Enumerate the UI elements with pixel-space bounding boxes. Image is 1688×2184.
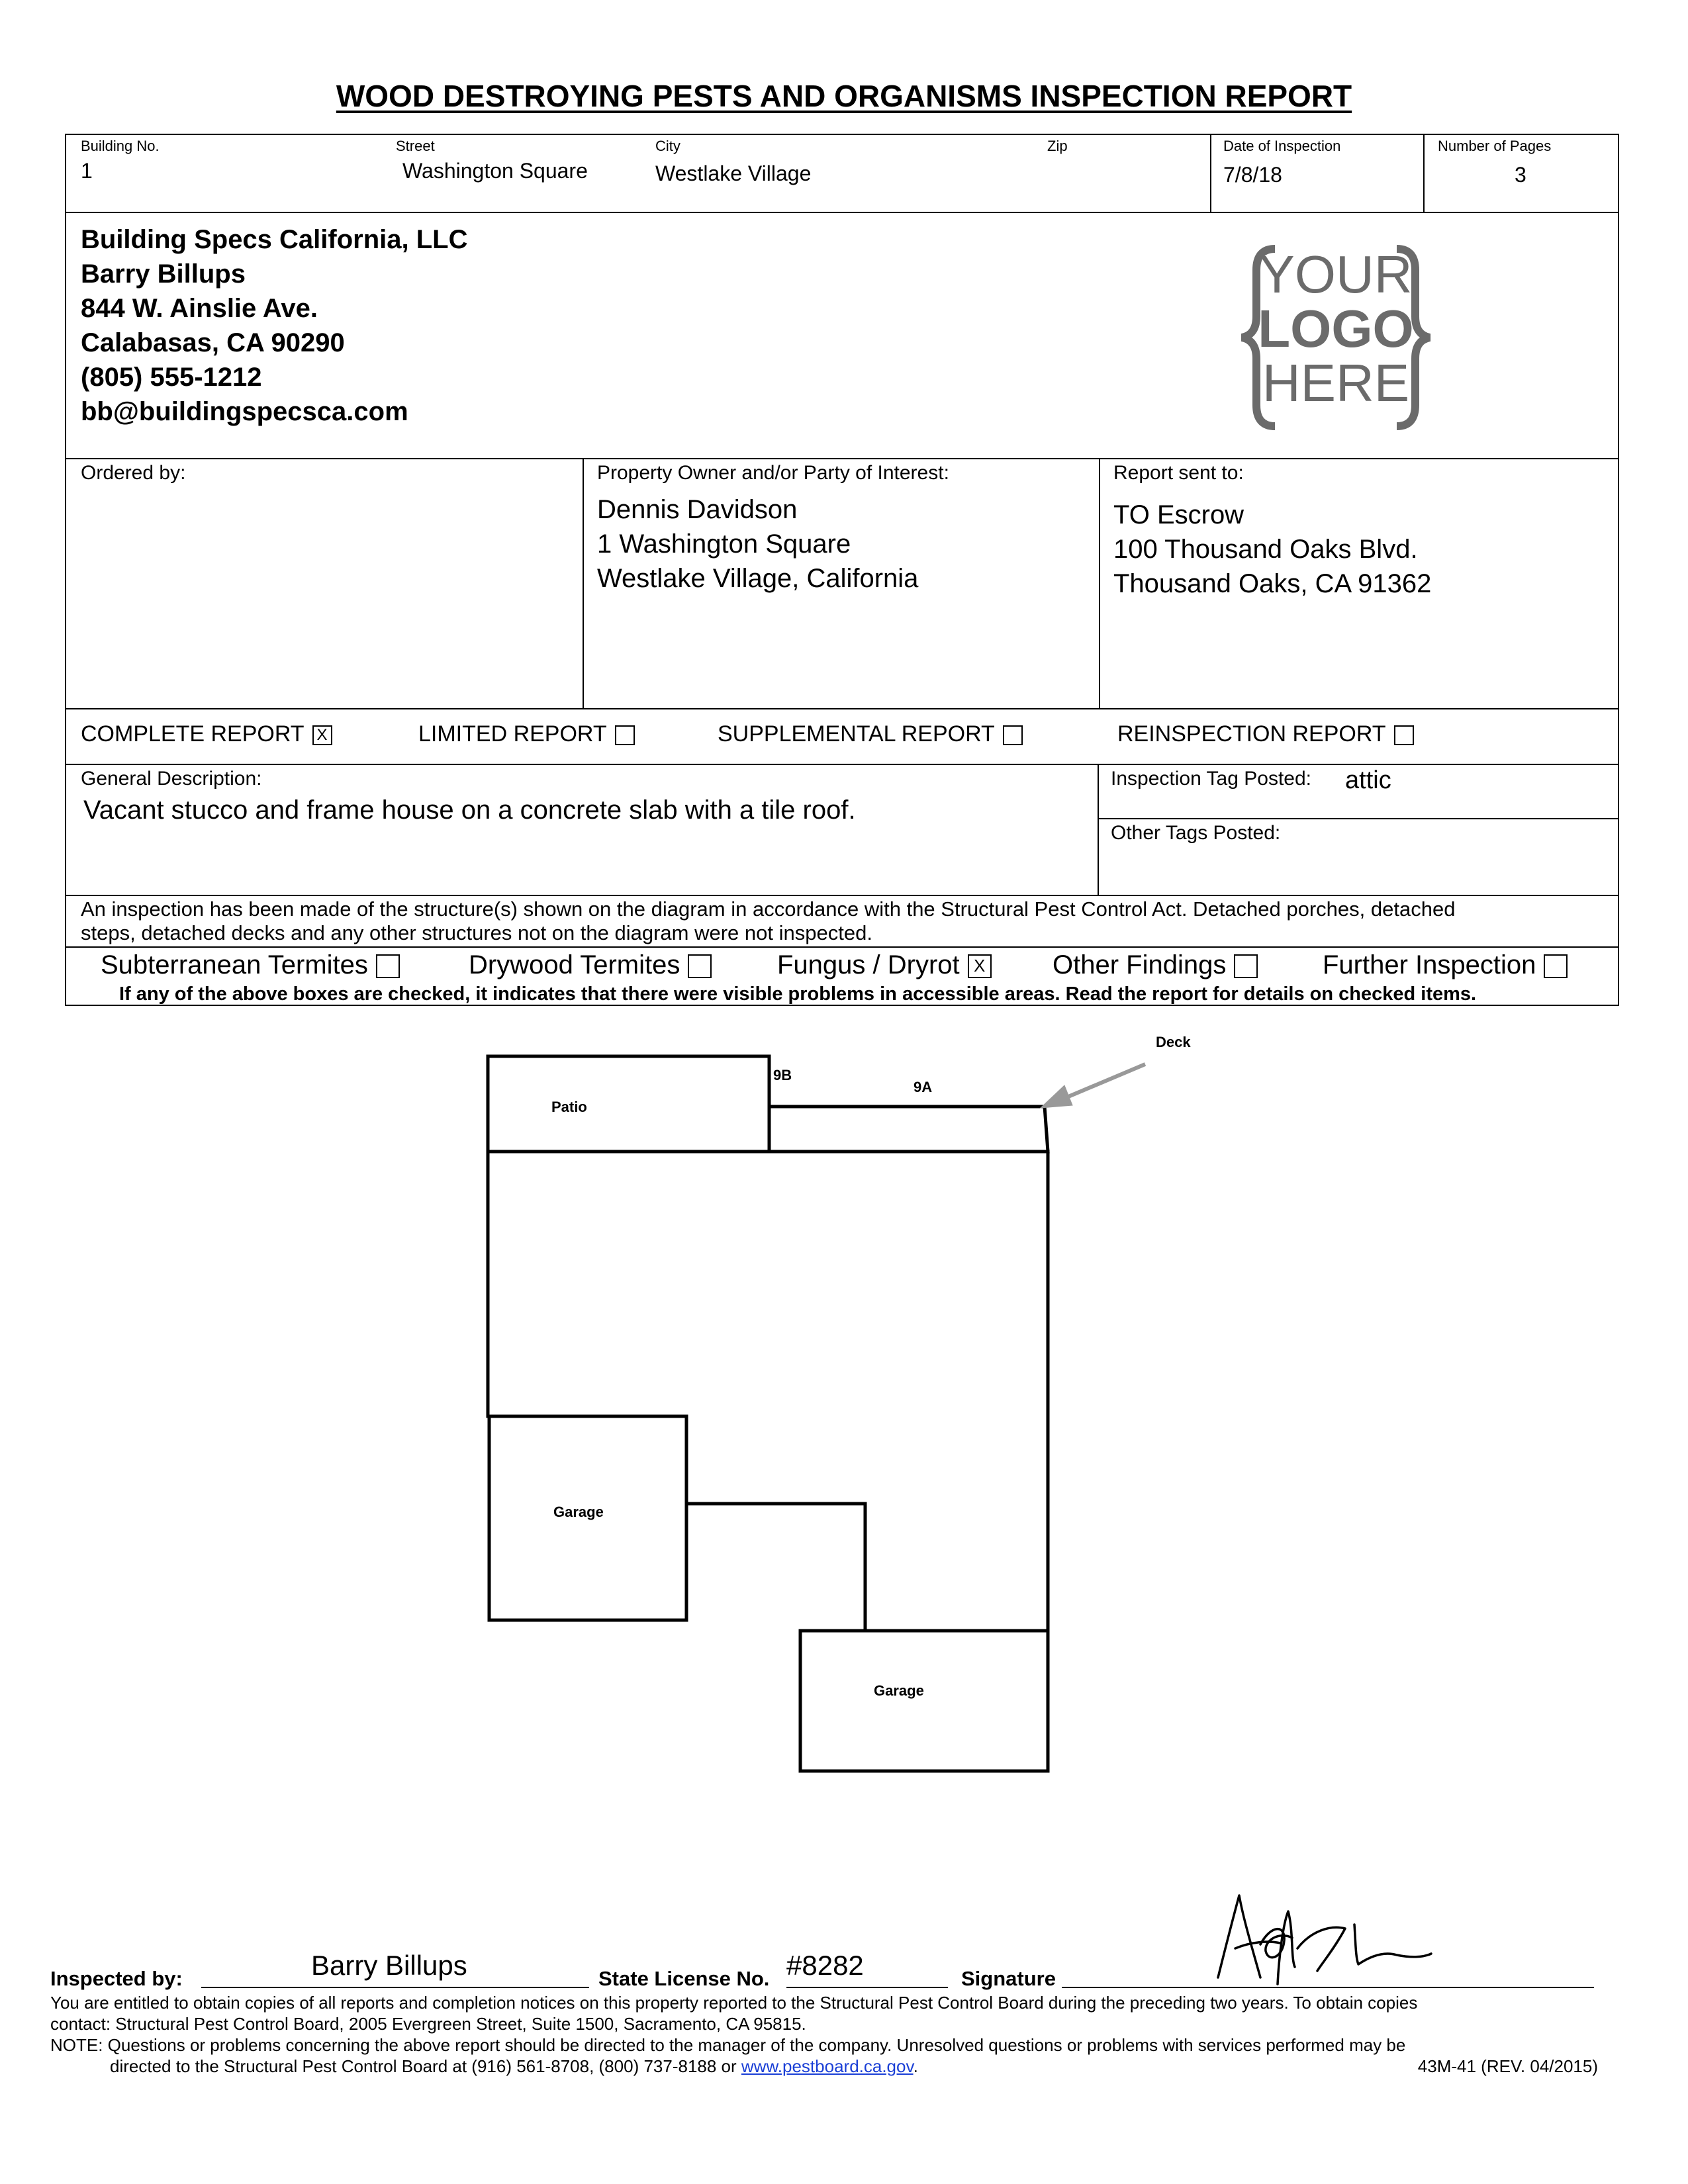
statement-line2: steps, detached decks and any other structures not on the diagram were not inspected. bbox=[81, 921, 872, 944]
owner-label: Property Owner and/or Party of Interest: bbox=[597, 462, 949, 484]
company-name: Building Specs California, LLC bbox=[81, 225, 468, 254]
footer-line3: NOTE: Questions or problems concerning the above report should be directed to the manager of the company. Unresolved questions or problems with services performed may be bbox=[50, 2035, 1406, 2055]
pages-label: Number of Pages bbox=[1438, 138, 1552, 154]
sent-to-name: TO Escrow bbox=[1113, 500, 1244, 529]
general-description-label: General Description: bbox=[81, 768, 262, 790]
footer-line1: You are entitled to obtain copies of all reports and completion notices on this property reported to the Structural Pest Control Board during the preceding two years. To obtain copies bbox=[50, 1993, 1418, 2013]
finding-drywood-label: Drywood Termites bbox=[469, 950, 680, 979]
finding-other-label: Other Findings bbox=[1053, 950, 1227, 979]
form-number: 43M-41 (REV. 04/2015) bbox=[1417, 2056, 1598, 2076]
license-value: #8282 bbox=[786, 1950, 864, 1981]
company-address2: Calabasas, CA 90290 bbox=[81, 328, 345, 357]
owner-city: Westlake Village, California bbox=[597, 564, 919, 593]
pestboard-link[interactable]: www.pestboard.ca.gov bbox=[741, 2056, 914, 2076]
report-type-complete-label: COMPLETE REPORT bbox=[81, 721, 305, 747]
deck-label: Deck bbox=[1156, 1034, 1191, 1050]
owner-name: Dennis Davidson bbox=[597, 495, 798, 524]
owner-address: 1 Washington Square bbox=[597, 529, 851, 559]
garage-right-outline bbox=[800, 1631, 1048, 1771]
street-label: Street bbox=[396, 138, 435, 154]
other-tags-label: Other Tags Posted: bbox=[1111, 822, 1281, 844]
building-no-label: Building No. bbox=[81, 138, 160, 154]
report-title: WOOD DESTROYING PESTS AND ORGANISMS INSPECTION REPORT bbox=[336, 79, 1352, 113]
zip-label: Zip bbox=[1047, 138, 1068, 154]
inspection-tag-label: Inspection Tag Posted: bbox=[1111, 768, 1311, 790]
city-value: Westlake Village bbox=[655, 161, 812, 185]
logo-text-here: HERE bbox=[1262, 353, 1410, 412]
footer-notice bbox=[50, 1992, 1639, 2077]
house-outline bbox=[488, 1152, 1048, 1631]
handwritten-signature bbox=[1205, 1885, 1450, 1991]
inspected-by-label: Inspected by: bbox=[50, 1967, 183, 1990]
inspected-by-value: Barry Billups bbox=[311, 1950, 467, 1981]
footer-line4-prefix: directed to the Structural Pest Control Board at (916) 561-8708, (800) 737-8188 or bbox=[110, 2056, 741, 2076]
deck-arrow bbox=[1041, 1064, 1145, 1108]
complete-report-checkbox[interactable]: X bbox=[312, 725, 332, 745]
findings-note: If any of the above boxes are checked, it indicates that there were visible problems in accessible areas. Read the report for details on checked items. bbox=[119, 983, 1477, 1005]
report-type-reinspection-label: REINSPECTION REPORT bbox=[1117, 721, 1386, 747]
statement-line1: An inspection has been made of the structure(s) shown on the diagram in accordance with the Structural Pest Control Act. Detached porches, detached bbox=[81, 897, 1456, 921]
sent-to-address: 100 Thousand Oaks Blvd. bbox=[1113, 535, 1418, 564]
garage-right-label: Garage bbox=[874, 1682, 924, 1699]
date-value: 7/8/18 bbox=[1223, 163, 1282, 187]
general-description-value: Vacant stucco and frame house on a concrete slab with a tile roof. bbox=[83, 796, 856, 825]
footer-line2: contact: Structural Pest Control Board, 2005 Evergreen Street, Suite 1500, Sacramento, CA 95815. bbox=[50, 2014, 806, 2034]
company-email: bb@buildingspecsca.com bbox=[81, 397, 408, 426]
deck-outline bbox=[769, 1107, 1048, 1152]
signature-label: Signature bbox=[961, 1967, 1056, 1990]
date-label: Date of Inspection bbox=[1223, 138, 1341, 154]
finding-subterranean-label: Subterranean Termites bbox=[101, 950, 368, 979]
company-phone: (805) 555-1212 bbox=[81, 363, 262, 392]
building-no-value: 1 bbox=[81, 159, 93, 183]
city-label: City bbox=[655, 138, 680, 154]
patio-outline bbox=[488, 1056, 769, 1152]
sent-to-city: Thousand Oaks, CA 91362 bbox=[1113, 569, 1432, 598]
garage-left-label: Garage bbox=[553, 1504, 604, 1520]
report-type-supplemental-label: SUPPLEMENTAL REPORT bbox=[718, 721, 995, 747]
label-9b: 9B bbox=[773, 1067, 792, 1083]
finding-further-label: Further Inspection bbox=[1323, 950, 1536, 979]
sent-to-label: Report sent to: bbox=[1113, 462, 1244, 484]
company-contact: Barry Billups bbox=[81, 259, 246, 289]
footer-line4-suffix: . bbox=[913, 2056, 918, 2076]
street-value: Washington Square bbox=[402, 159, 588, 183]
logo-text-your: YOUR bbox=[1259, 245, 1413, 304]
inspection-tag-value: attic bbox=[1345, 766, 1391, 794]
pages-value: 3 bbox=[1515, 163, 1526, 187]
logo-text-logo: LOGO bbox=[1258, 299, 1414, 358]
company-address1: 844 W. Ainslie Ave. bbox=[81, 294, 318, 323]
report-type-limited-label: LIMITED REPORT bbox=[418, 721, 607, 747]
patio-label: Patio bbox=[551, 1099, 587, 1115]
license-label: State License No. bbox=[598, 1967, 770, 1990]
footer-line4 bbox=[50, 2056, 1639, 2077]
fungus-dryrot-checkbox[interactable]: X bbox=[968, 954, 992, 978]
ordered-by-label: Ordered by: bbox=[81, 462, 186, 484]
label-9a: 9A bbox=[914, 1079, 933, 1095]
finding-fungus-label: Fungus / Dryrot bbox=[777, 950, 960, 979]
